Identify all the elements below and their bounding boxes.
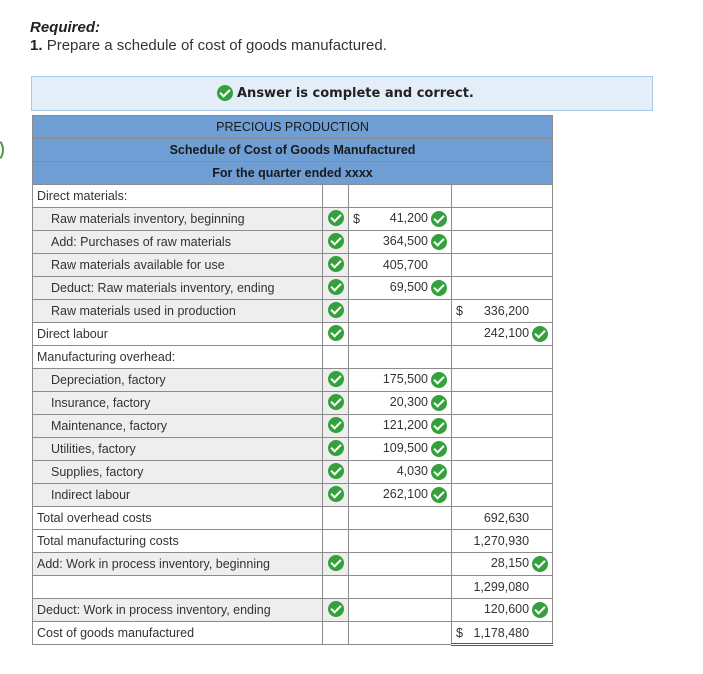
amount-value: 364,500	[382, 234, 428, 249]
amount-col-1[interactable]	[349, 185, 452, 208]
answer-status-text: Answer is complete and correct.	[237, 85, 474, 101]
schedule-row	[33, 461, 553, 484]
amount-col-1[interactable]	[349, 277, 452, 300]
amount-col-2[interactable]	[452, 300, 553, 323]
amount-col-1[interactable]	[349, 484, 452, 507]
label-check-cell	[323, 438, 349, 461]
amount-col-2[interactable]	[452, 231, 553, 254]
label-check-cell	[323, 346, 349, 369]
amount-col-1[interactable]	[349, 369, 452, 392]
row-label[interactable]: Maintenance, factory	[33, 415, 323, 438]
company-name: PRECIOUS PRODUCTION	[33, 116, 553, 139]
row-label[interactable]: Indirect labour	[33, 484, 323, 507]
schedule-row	[33, 254, 553, 277]
amount-value: 4,030	[396, 464, 428, 479]
row-label[interactable]: Utilities, factory	[33, 438, 323, 461]
check-circle-icon	[328, 394, 344, 410]
amount-col-2[interactable]	[452, 323, 553, 346]
row-label[interactable]: Raw materials inventory, beginning	[33, 208, 323, 231]
amount-value: 109,500	[382, 441, 428, 456]
label-check-cell	[323, 185, 349, 208]
schedule-row	[33, 484, 553, 507]
amount-col-1[interactable]	[349, 231, 452, 254]
label-check-cell	[323, 553, 349, 576]
row-label: Total manufacturing costs	[33, 530, 323, 553]
check-circle-icon	[431, 280, 447, 296]
amount-value: 262,100	[382, 487, 428, 502]
check-circle-icon	[328, 279, 344, 295]
label-check-cell	[323, 323, 349, 346]
schedule-row	[33, 415, 553, 438]
required-number: 1.	[30, 37, 43, 54]
amount-value: 1,178,480	[473, 625, 530, 640]
row-label: Direct materials:	[33, 185, 323, 208]
amount-value: 20,300	[389, 395, 428, 410]
label-check-cell	[323, 599, 349, 622]
row-label[interactable]: Supplies, factory	[33, 461, 323, 484]
amount-col-2[interactable]	[452, 484, 553, 507]
amount-value: 120,600	[483, 602, 530, 617]
check-circle-icon	[328, 601, 344, 617]
row-label[interactable]: Add: Purchases of raw materials	[33, 231, 323, 254]
schedule-row	[33, 346, 553, 369]
schedule-period: For the quarter ended xxxx	[33, 162, 553, 185]
schedule-row	[33, 507, 553, 530]
check-circle-icon	[328, 440, 344, 456]
amount-col-2[interactable]	[452, 553, 553, 576]
schedule-row	[33, 392, 553, 415]
amount-col-1[interactable]	[349, 553, 452, 576]
check-circle-icon	[431, 372, 447, 388]
amount-value: 28,150	[490, 556, 530, 571]
label-check-cell	[323, 415, 349, 438]
amount-col-1[interactable]	[349, 323, 452, 346]
amount-col-2[interactable]	[452, 277, 553, 300]
schedule-row	[33, 530, 553, 553]
check-circle-icon	[328, 417, 344, 433]
amount-value: 41,200	[389, 211, 428, 226]
amount-col-2[interactable]	[452, 622, 553, 645]
cogm-schedule-table	[32, 115, 553, 646]
row-label[interactable]: Deduct: Raw materials inventory, ending	[33, 277, 323, 300]
check-circle-icon	[328, 325, 344, 341]
partial-circle-decoration	[0, 138, 4, 162]
label-check-cell	[323, 392, 349, 415]
amount-value: 405,700	[382, 258, 428, 272]
check-circle-icon	[532, 326, 548, 342]
check-circle-icon	[532, 556, 548, 572]
required-text: Prepare a schedule of cost of goods manufactured.	[46, 37, 387, 54]
amount-col-2[interactable]	[452, 392, 553, 415]
amount-col-2[interactable]	[452, 346, 553, 369]
check-circle-icon	[431, 487, 447, 503]
label-check-cell	[323, 530, 349, 553]
amount-value: 1,299,080	[473, 580, 530, 594]
check-circle-icon	[328, 302, 344, 318]
amount-col-1[interactable]	[349, 461, 452, 484]
row-label[interactable]: Deduct: Work in process inventory, ending	[33, 599, 323, 622]
check-circle-icon	[328, 371, 344, 387]
check-circle-icon	[328, 486, 344, 502]
schedule-row	[33, 438, 553, 461]
amount-value: 121,200	[382, 418, 428, 433]
amount-col-2[interactable]	[452, 369, 553, 392]
row-label	[33, 576, 323, 599]
amount-col-1[interactable]	[349, 300, 452, 323]
schedule-title: Schedule of Cost of Goods Manufactured	[33, 139, 553, 162]
amount-col-2[interactable]	[452, 507, 553, 530]
amount-col-1[interactable]	[349, 346, 452, 369]
row-label[interactable]: Depreciation, factory	[33, 369, 323, 392]
amount-value: 336,200	[483, 304, 530, 318]
row-label: Total overhead costs	[33, 507, 323, 530]
check-circle-icon	[431, 395, 447, 411]
row-label[interactable]: Raw materials available for use	[33, 254, 323, 277]
answer-banner	[31, 76, 653, 111]
amount-col-1[interactable]	[349, 392, 452, 415]
check-circle-icon	[431, 464, 447, 480]
amount-col-1[interactable]	[349, 622, 452, 645]
amount-col-1[interactable]	[349, 530, 452, 553]
label-check-cell	[323, 254, 349, 277]
check-circle-icon	[328, 463, 344, 479]
label-check-cell	[323, 208, 349, 231]
schedule-row	[33, 277, 553, 300]
row-label[interactable]: Raw materials used in production	[33, 300, 323, 323]
amount-value: 242,100	[483, 326, 530, 341]
schedule-row	[33, 576, 553, 599]
dollar-sign: $	[353, 212, 360, 226]
schedule-row	[33, 553, 553, 576]
label-check-cell	[323, 507, 349, 530]
schedule-row	[33, 599, 553, 622]
label-check-cell	[323, 622, 349, 645]
amount-value: 69,500	[389, 280, 428, 295]
row-label: Cost of goods manufactured	[33, 622, 323, 645]
check-circle-icon	[328, 256, 344, 272]
amount-col-2[interactable]	[452, 530, 553, 553]
schedule-row	[33, 185, 553, 208]
row-label[interactable]: Insurance, factory	[33, 392, 323, 415]
check-circle-icon	[328, 233, 344, 249]
amount-col-2[interactable]	[452, 438, 553, 461]
check-circle-icon	[431, 234, 447, 250]
label-check-cell	[323, 484, 349, 507]
amount-col-1[interactable]	[349, 599, 452, 622]
label-check-cell	[323, 277, 349, 300]
check-circle-icon	[328, 210, 344, 226]
dollar-sign: $	[456, 304, 463, 318]
amount-col-1[interactable]	[349, 507, 452, 530]
amount-col-1[interactable]	[349, 576, 452, 599]
schedule-row	[33, 622, 553, 645]
schedule-row	[33, 323, 553, 346]
label-check-cell	[323, 231, 349, 254]
label-check-cell	[323, 369, 349, 392]
amount-col-1[interactable]	[349, 415, 452, 438]
check-circle-icon	[431, 441, 447, 457]
amount-col-2[interactable]	[452, 599, 553, 622]
check-circle-icon	[431, 418, 447, 434]
amount-value: 175,500	[382, 372, 428, 387]
check-circle-icon	[217, 85, 233, 101]
amount-col-2[interactable]	[452, 254, 553, 277]
amount-col-1[interactable]	[349, 208, 452, 231]
schedule-row	[33, 300, 553, 323]
amount-col-2[interactable]	[452, 185, 553, 208]
amount-col-2[interactable]	[452, 576, 553, 599]
amount-col-1[interactable]	[349, 254, 452, 277]
check-circle-icon	[328, 555, 344, 571]
amount-col-2[interactable]	[452, 461, 553, 484]
amount-col-2[interactable]	[452, 208, 553, 231]
row-label[interactable]: Add: Work in process inventory, beginning	[33, 553, 323, 576]
required-heading: Required:	[30, 19, 101, 36]
row-label: Direct labour	[33, 323, 323, 346]
row-label: Manufacturing overhead:	[33, 346, 323, 369]
dollar-sign: $	[456, 626, 463, 640]
label-check-cell	[323, 461, 349, 484]
check-circle-icon	[431, 211, 447, 227]
required-item	[30, 37, 387, 54]
label-check-cell	[323, 576, 349, 599]
label-check-cell	[323, 300, 349, 323]
amount-value: 692,630	[483, 511, 530, 525]
schedule-row	[33, 369, 553, 392]
schedule-row	[33, 208, 553, 231]
amount-value: 1,270,930	[473, 534, 530, 548]
check-circle-icon	[532, 602, 548, 618]
schedule-row	[33, 231, 553, 254]
amount-col-1[interactable]	[349, 438, 452, 461]
amount-col-2[interactable]	[452, 415, 553, 438]
